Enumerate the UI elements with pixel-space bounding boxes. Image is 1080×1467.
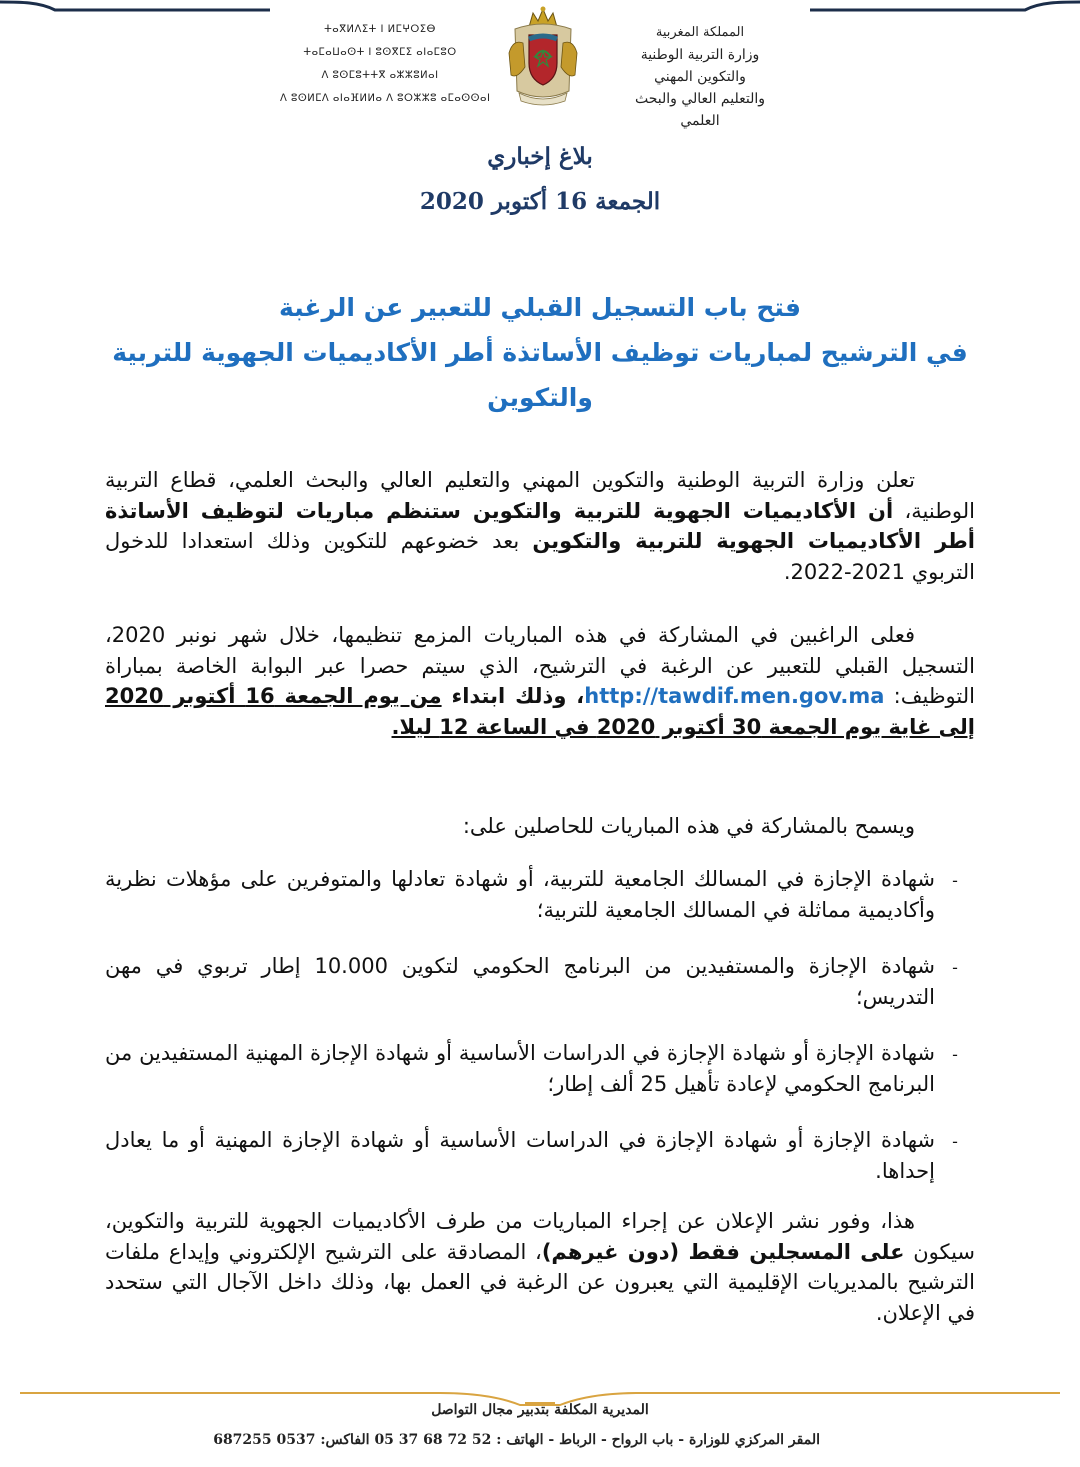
tifinagh-line: ⵜⴰⴳⵍⴷⵉⵜ ⵏ ⵍⵎⵖⵔⵉⴱ (324, 24, 436, 35)
intro-text-end: بعد خضوعهم للتكوين وذلك استعدادا للدخول التربوي 2021-2022. (105, 529, 975, 584)
tifinagh-line: ⵜⴰⵎⴰⵡⴰⵙⵜ ⵏ ⵓⵙⴳⵎⵉ ⴰⵏⴰⵎⵓⵔ (303, 47, 457, 58)
tifinagh-ministry-name (280, 18, 491, 110)
paragraph-eligibility (105, 811, 975, 842)
list-item-text: شهادة الإجازة أو شهادة الإجازة في الدراسات الأساسية أو شهادة الإجازة المهنية أو ما يعادل إحداها. (105, 1128, 935, 1183)
tifinagh-line: ⴷ ⵓⵙⵍⵎⴷ ⴰⵏⴰⴼⵍⵍⴰ ⴷ ⵓⵔⵣⵣⵓ ⴰⵎⴰⵙⵙⴰⵏ (280, 93, 491, 104)
footer-address: المقر المركزي للوزارة - باب الرواح - الرباط - الهاتف : 52 72 68 37 05 الفاكس: 0537 687255 (213, 1432, 820, 1448)
list-item (105, 864, 975, 925)
notice-label: بلاغ إخباري (487, 143, 593, 170)
notice-date: الجمعة 16 أكتوبر 2020 (419, 188, 661, 215)
intro-text: تعلن وزارة التربية الوطنية والتكوين المهني والتعليم العالي والبحث العلمي، قطاع التربية الوطنية، (105, 468, 976, 523)
list-item (105, 1125, 975, 1186)
footer-directorate: المديرية المكلفة بتدبير مجال التواصل (431, 1402, 649, 1418)
list-item-text: شهادة الإجازة أو شهادة الإجازة في الدراسات الأساسية أو شهادة الإجازة المهنية المستفيدين من البرنامج الحكومي لإعادة تأهيل 25 ألف إطار؛ (105, 1041, 935, 1096)
announcement-title (90, 285, 990, 420)
moroccan-coat-of-arms-icon (505, 5, 581, 109)
ministry-line: وزارة التربية الوطنية (640, 47, 760, 63)
title-line: فتح باب التسجيل القبلي للتعبير عن الرغبة (279, 293, 801, 322)
eligibility-list (105, 864, 975, 1186)
tifinagh-line: ⴷ ⵓⵙⵎⵓⵜⵜⴳ ⴰⵣⵣⵓⵍⴰⵏ (321, 70, 439, 81)
registration-bold-text: ، وذلك ابتداء (441, 684, 585, 708)
portal-link[interactable]: http://tawdif.men.gov.ma (584, 684, 885, 708)
paragraph-registration (105, 620, 975, 742)
paragraph-intro (105, 465, 975, 587)
letterhead (0, 0, 1080, 130)
list-item-text: شهادة الإجازة في المسالك الجامعية للتربية، أو شهادة تعادلها والمتوفرين على مؤهلات نظرية وأكاديمية مماثلة في المسالك الجامعية للتربية؛ (105, 867, 935, 922)
list-item-text: شهادة الإجازة والمستفيدين من البرنامج الحكومي لتكوين 10.000 إطار تربوي في مهن التدريس؛ (105, 954, 935, 1009)
list-item (105, 951, 975, 1012)
ministry-line: والتعليم العالي والبحث العلمي (634, 91, 765, 129)
ministry-name-arabic (615, 22, 785, 132)
bullet-marker: - (952, 1045, 958, 1064)
eligibility-text: ويسمح بالمشاركة في هذه المباريات للحاصلين على: (462, 814, 915, 838)
ministry-line: والتكوين المهني (654, 69, 746, 85)
registration-period: من يوم الجمعة 16 أكتوبر 2020 إلى غاية يوم الجمعة 30 أكتوبر 2020 في الساعة 12 ليلا. (105, 684, 975, 739)
paragraph-confirmation (105, 1206, 975, 1328)
confirmation-text-end: ، المصادقة على الترشيح الإلكتروني وإيداع ملفات الترشيح بالمديريات الإقليمية التي يعبرون عن الرغبة في العمل بها، وذلك داخل الآجال التي ستحدد في الإعلان. (105, 1239, 975, 1325)
confirmation-bold-text: على المسجلين فقط (دون غيرهم) (541, 1239, 905, 1264)
bullet-marker: - (952, 1132, 958, 1151)
confirmation-text: هذا، وفور نشر الإعلان عن إجراء المباريات من طرف الأكاديميات الجهوية للتربية والتكوين، سيكون (105, 1209, 975, 1264)
bullet-marker: - (952, 958, 958, 977)
kingdom-name: المملكة المغربية (655, 25, 745, 40)
title-line: في الترشيح لمباريات توظيف الأساتذة أطر الأكاديميات الجهوية للتربية والتكوين (112, 338, 968, 412)
intro-bold-text: أن الأكاديميات الجهوية للتربية والتكوين ستنظم مباريات لتوظيف الأساتذة أطر الأكاديميات الجهوية للتربية والتكوين (105, 498, 976, 553)
bullet-marker: - (952, 871, 958, 890)
registration-text: فعلى الراغبين في المشاركة في هذه المباريات المزمع تنظيمها، خلال شهر نونبر 2020، التسجيل القبلي للتعبير عن الرغبة في الترشيح، الذي سيتم حصرا عبر البوابة الخاصة بمباراة التوظيف: (105, 623, 975, 708)
list-item (105, 1038, 975, 1099)
